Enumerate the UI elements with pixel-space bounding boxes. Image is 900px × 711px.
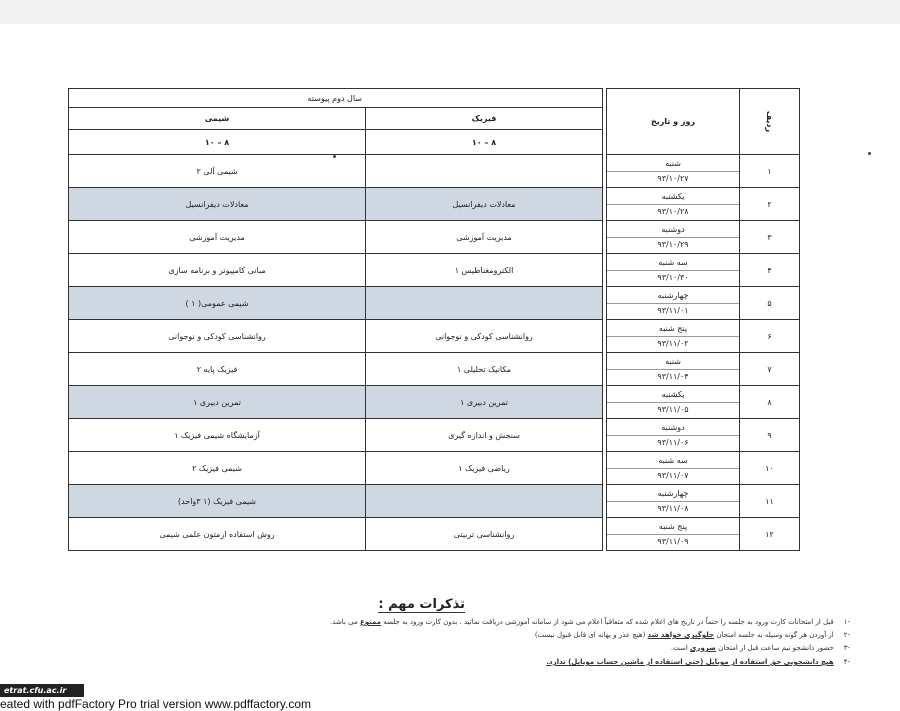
note-number: -۲ (843, 631, 850, 639)
day-name: سه شنبه (607, 256, 739, 271)
chemistry-course: شیمی فیزیک (۱ ۳واحد) (69, 485, 366, 518)
note-emphasis: جلوگیری خواهد شد (647, 631, 715, 639)
pdf-watermark: eated with pdfFactory Pro trial version www.pdffactory.com (0, 697, 312, 711)
note-item (535, 631, 850, 639)
schedule-row (69, 518, 800, 551)
schedule-row (69, 386, 800, 419)
day-date-cell (607, 287, 740, 320)
note-text: از آوردن هر گونه وسیله به جلسه امتحان (716, 631, 834, 639)
column-gap (603, 188, 607, 221)
day-name: چهارشنبه (607, 289, 739, 304)
row-number: ۱۲ (740, 518, 800, 551)
column-gap (603, 452, 607, 485)
day-name: پنج شنبه (607, 322, 739, 337)
column-gap (603, 320, 607, 353)
row-number-header: ردیف (740, 89, 800, 155)
chemistry-time: ۸ – ۱۰ (69, 130, 366, 155)
physics-course: معادلات دیفرانسیل (366, 188, 603, 221)
exam-date: ۹۳/۱۱/۰۱ (657, 305, 689, 315)
column-gap (603, 155, 607, 188)
day-name: شنبه (607, 157, 739, 172)
program-header: سال دوم پیوسته (69, 89, 603, 108)
day-date-cell (607, 518, 740, 551)
schedule-row (69, 155, 800, 188)
physics-course: الکترومغناطیس ۱ (366, 254, 603, 287)
day-name: یکشنبه (607, 388, 739, 403)
day-name: شنبه (607, 355, 739, 370)
schedule-row (69, 485, 800, 518)
chemistry-course: روش استفاده ازمتون علمی شیمی (69, 518, 366, 551)
exam-date: ۹۳/۱۱/۰۶ (657, 437, 689, 447)
note-emphasis: هیچ دانشجویی حق استفاده از موبایل (حتی استفاده از ماشین حساب موبایل) ندارد. (546, 658, 834, 666)
note-emphasis: ضروری (690, 644, 716, 652)
note-item (546, 658, 850, 666)
chemistry-course: تمرین دبیری ۱ (69, 386, 366, 419)
note-tail: (هیچ عذر و بهانه ای قابل قبول نیست) (534, 631, 646, 639)
exam-date: ۹۳/۱۱/۰۸ (657, 503, 689, 513)
day-date-cell (607, 386, 740, 419)
day-date-cell (607, 254, 740, 287)
day-date-cell (607, 155, 740, 188)
schedule-row (69, 221, 800, 254)
chemistry-course: روانشناسی کودکی و نوجوانی (69, 320, 366, 353)
day-date-cell (607, 419, 740, 452)
row-number: ۵ (740, 287, 800, 320)
row-number: ۲ (740, 188, 800, 221)
note-item (671, 644, 850, 652)
column-gap (603, 386, 607, 419)
schedule-row (69, 419, 800, 452)
physics-course: سنجش و اندازه گیری (366, 419, 603, 452)
scan-speck (868, 152, 871, 155)
physics-course (366, 485, 603, 518)
exam-schedule-table (68, 88, 800, 551)
column-gap (603, 353, 607, 386)
column-gap (603, 254, 607, 287)
column-gap (603, 221, 607, 254)
column-gap (603, 485, 607, 518)
note-number: -۳ (843, 644, 850, 652)
site-brand: etrat.cfu.ac.ir (0, 684, 84, 697)
chemistry-course: مدیریت آموزشی (69, 221, 366, 254)
notes-title: تذکرات مهم : (378, 597, 465, 612)
row-number: ۷ (740, 353, 800, 386)
note-text: حضور دانشجو نیم ساعت قبل از امتحان (718, 644, 834, 652)
schedule-row (69, 287, 800, 320)
chemistry-course: شیمی عمومی( ۱ ) (69, 287, 366, 320)
row-number: ۳ (740, 221, 800, 254)
note-tail: است. (670, 644, 688, 652)
exam-date: ۹۳/۱۰/۲۹ (657, 239, 689, 249)
scan-top-band (0, 0, 900, 24)
note-text: قبل از امتحانات کارت ورود به جلسه را حتماً در تاریخ های اعلام شده که متعاقباً اعلام می شود از سامانه آموزشی دریافت نمائید . بدون کارت ورود به جلسه (383, 618, 834, 626)
day-date-cell (607, 320, 740, 353)
note-tail: می باشد. (330, 618, 358, 626)
physics-course: روانشناسی کودکی و نوجوانی (366, 320, 603, 353)
note-item (330, 618, 850, 626)
schedule-row (69, 254, 800, 287)
physics-course (366, 155, 603, 188)
day-name: دوشنبه (607, 421, 739, 436)
day-name: سه شنبه (607, 454, 739, 469)
row-number: ۱ (740, 155, 800, 188)
day-name: یکشنبه (607, 190, 739, 205)
note-number: -۴ (843, 658, 850, 666)
day-date-cell (607, 188, 740, 221)
physics-course: تمرین دبیری ۱ (366, 386, 603, 419)
physics-course: مکانیک تحلیلی ۱ (366, 353, 603, 386)
physics-course: روانشناسی تربیتی (366, 518, 603, 551)
physics-course: مدیریت آموزشی (366, 221, 603, 254)
chemistry-course: معادلات دیفرانسیل (69, 188, 366, 221)
day-date-cell (607, 452, 740, 485)
column-gap (603, 518, 607, 551)
exam-date: ۹۳/۱۰/۲۷ (657, 173, 689, 183)
exam-date: ۹۳/۱۱/۰۵ (657, 404, 689, 414)
physics-header: فیزیک (366, 108, 603, 130)
chemistry-course: آزمایشگاه شیمی فیزیک ۱ (69, 419, 366, 452)
exam-date: ۹۳/۱۰/۲۸ (657, 206, 689, 216)
chemistry-course: فیزیک پایه ۲ (69, 353, 366, 386)
day-date-cell (607, 221, 740, 254)
exam-date: ۹۳/۱۱/۰۲ (657, 338, 689, 348)
day-name: دوشنبه (607, 223, 739, 238)
physics-time: ۸ – ۱۰ (366, 130, 603, 155)
schedule-row (69, 353, 800, 386)
chemistry-header: شیمی (69, 108, 366, 130)
column-gap (603, 287, 607, 320)
schedule-row (69, 452, 800, 485)
exam-date: ۹۳/۱۱/۰۷ (657, 470, 689, 480)
note-emphasis: ممنوع (359, 618, 381, 626)
note-number: -۱ (843, 618, 850, 626)
row-number: ۱۰ (740, 452, 800, 485)
exam-date: ۹۳/۱۰/۳۰ (657, 272, 689, 282)
day-date-cell (607, 353, 740, 386)
physics-course (366, 287, 603, 320)
chemistry-course: شیمی فیزیک ۲ (69, 452, 366, 485)
day-name: پنج شنبه (607, 520, 739, 535)
chemistry-course: مبانی کامپیوتر و برنامه سازی (69, 254, 366, 287)
day-date-header: روز و تاریخ (607, 89, 740, 155)
chemistry-course: شیمی آلی ۲ (69, 155, 366, 188)
physics-course: ریاضی فیزیک ۱ (366, 452, 603, 485)
day-date-cell (607, 485, 740, 518)
day-name: چهارشنبه (607, 487, 739, 502)
schedule-row (69, 320, 800, 353)
column-gap (603, 89, 607, 155)
column-gap (603, 419, 607, 452)
row-number: ۱۱ (740, 485, 800, 518)
row-number: ۶ (740, 320, 800, 353)
row-number: ۴ (740, 254, 800, 287)
exam-date: ۹۳/۱۱/۰۴ (657, 371, 689, 381)
schedule-row (69, 188, 800, 221)
row-number: ۹ (740, 419, 800, 452)
row-number: ۸ (740, 386, 800, 419)
exam-date: ۹۳/۱۱/۰۹ (657, 536, 689, 546)
